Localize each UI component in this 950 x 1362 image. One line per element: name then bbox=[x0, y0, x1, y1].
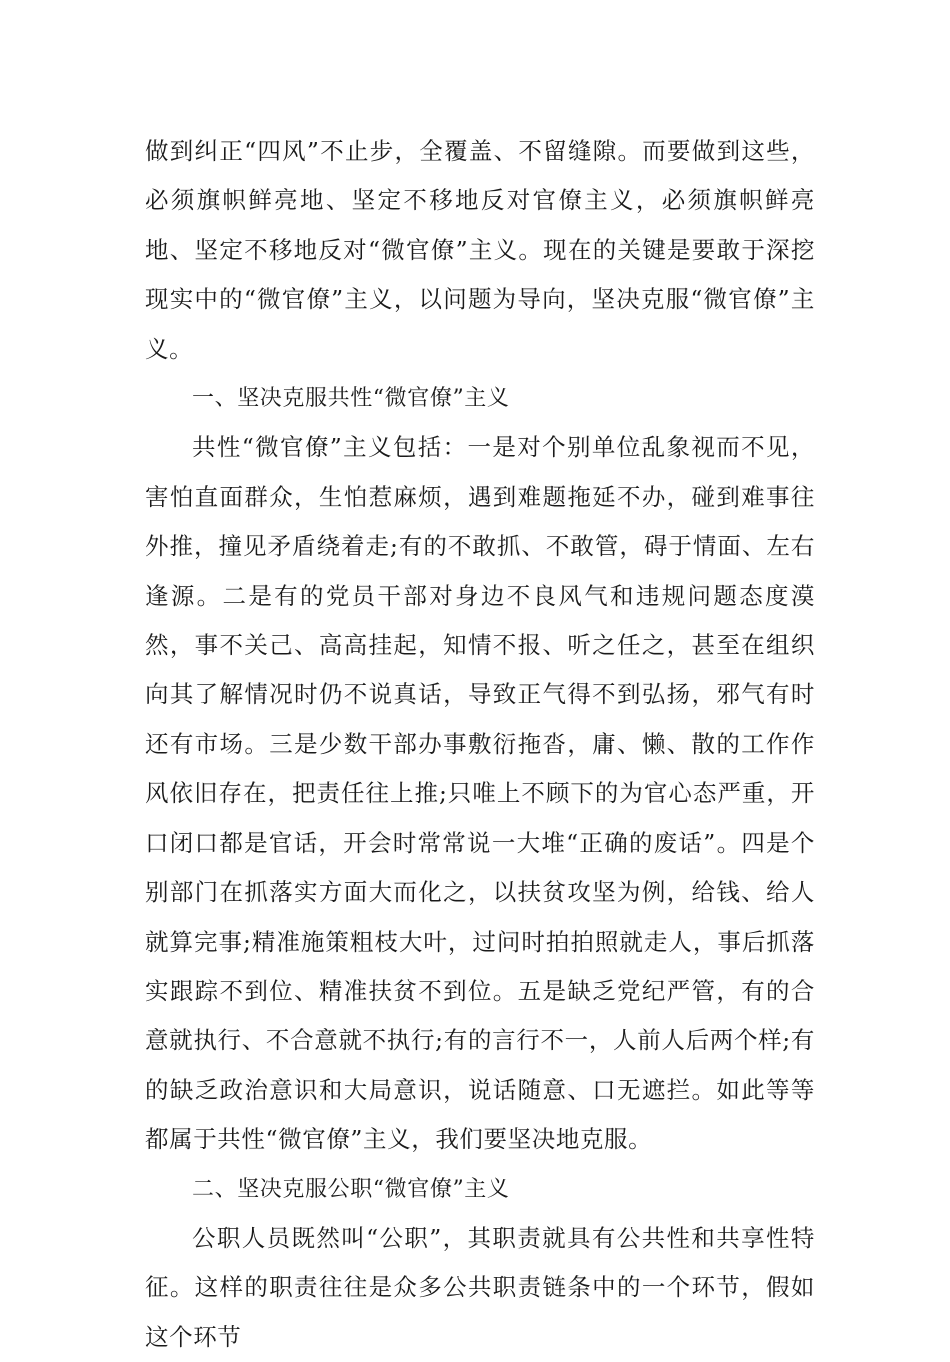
section-heading-2: 二、坚决克服公职“微官僚”主义 bbox=[192, 1176, 510, 1202]
section-heading-1: 一、坚决克服共性“微官僚”主义 bbox=[192, 386, 510, 412]
document-body bbox=[145, 127, 815, 1362]
paragraph-public-office: 公职人员既然叫“公职”，其职责就具有公共性和共享性特征。这样的职责往往是众多公共职责链条中的一个环节，假如这个环节 bbox=[145, 1223, 815, 1351]
paragraph-intro: 做到纠正“四风”不止步，全覆盖、不留缝隙。而要做到这些，必须旗帜鲜亮地、坚定不移地反对官僚主义，必须旗帜鲜亮地、坚定不移地反对“微官僚”主义。现在的关键是要敢于深挖现实中的“微官僚”主义，以问题为导向，坚决克服“微官僚”主义。 bbox=[145, 137, 815, 363]
paragraph-common-micro-bureaucracy: 共性“微官僚”主义包括：一是对个别单位乱象视而不见，害怕直面群众，生怕惹麻烦，遇到难题拖延不办，碰到难事往外推，撞见矛盾绕着走;有的不敢抓、不敢管，碍于情面、左右逢源。二是有的党员干部对身边不良风气和违规问题态度漠然，事不关己、高高挂起，知情不报、听之任之，甚至在组织向其了解情况时仍不说真话，导致正气得不到弘扬，邪气有时还有市场。三是少数干部办事敷衍拖沓，庸、懒、散的工作作风依旧存在，把责任往上推;只唯上不顾下的为官心态严重，开口闭口都是官话，开会时常常说一大堆“正确的废话”。四是个别部门在抓落实方面大而化之，以扶贫攻坚为例，给钱、给人就算完事;精准施策粗枝大叶，过问时拍拍照就走人，事后抓落实跟踪不到位、精准扶贫不到位。五是缺乏党纪严管，有的合意就执行、不合意就不执行;有的言行不一，人前人后两个样;有的缺乏政治意识和大局意识，说话随意、口无遮拦。如此等等都属于共性“微官僚”主义，我们要坚决地克服。 bbox=[145, 433, 815, 1154]
